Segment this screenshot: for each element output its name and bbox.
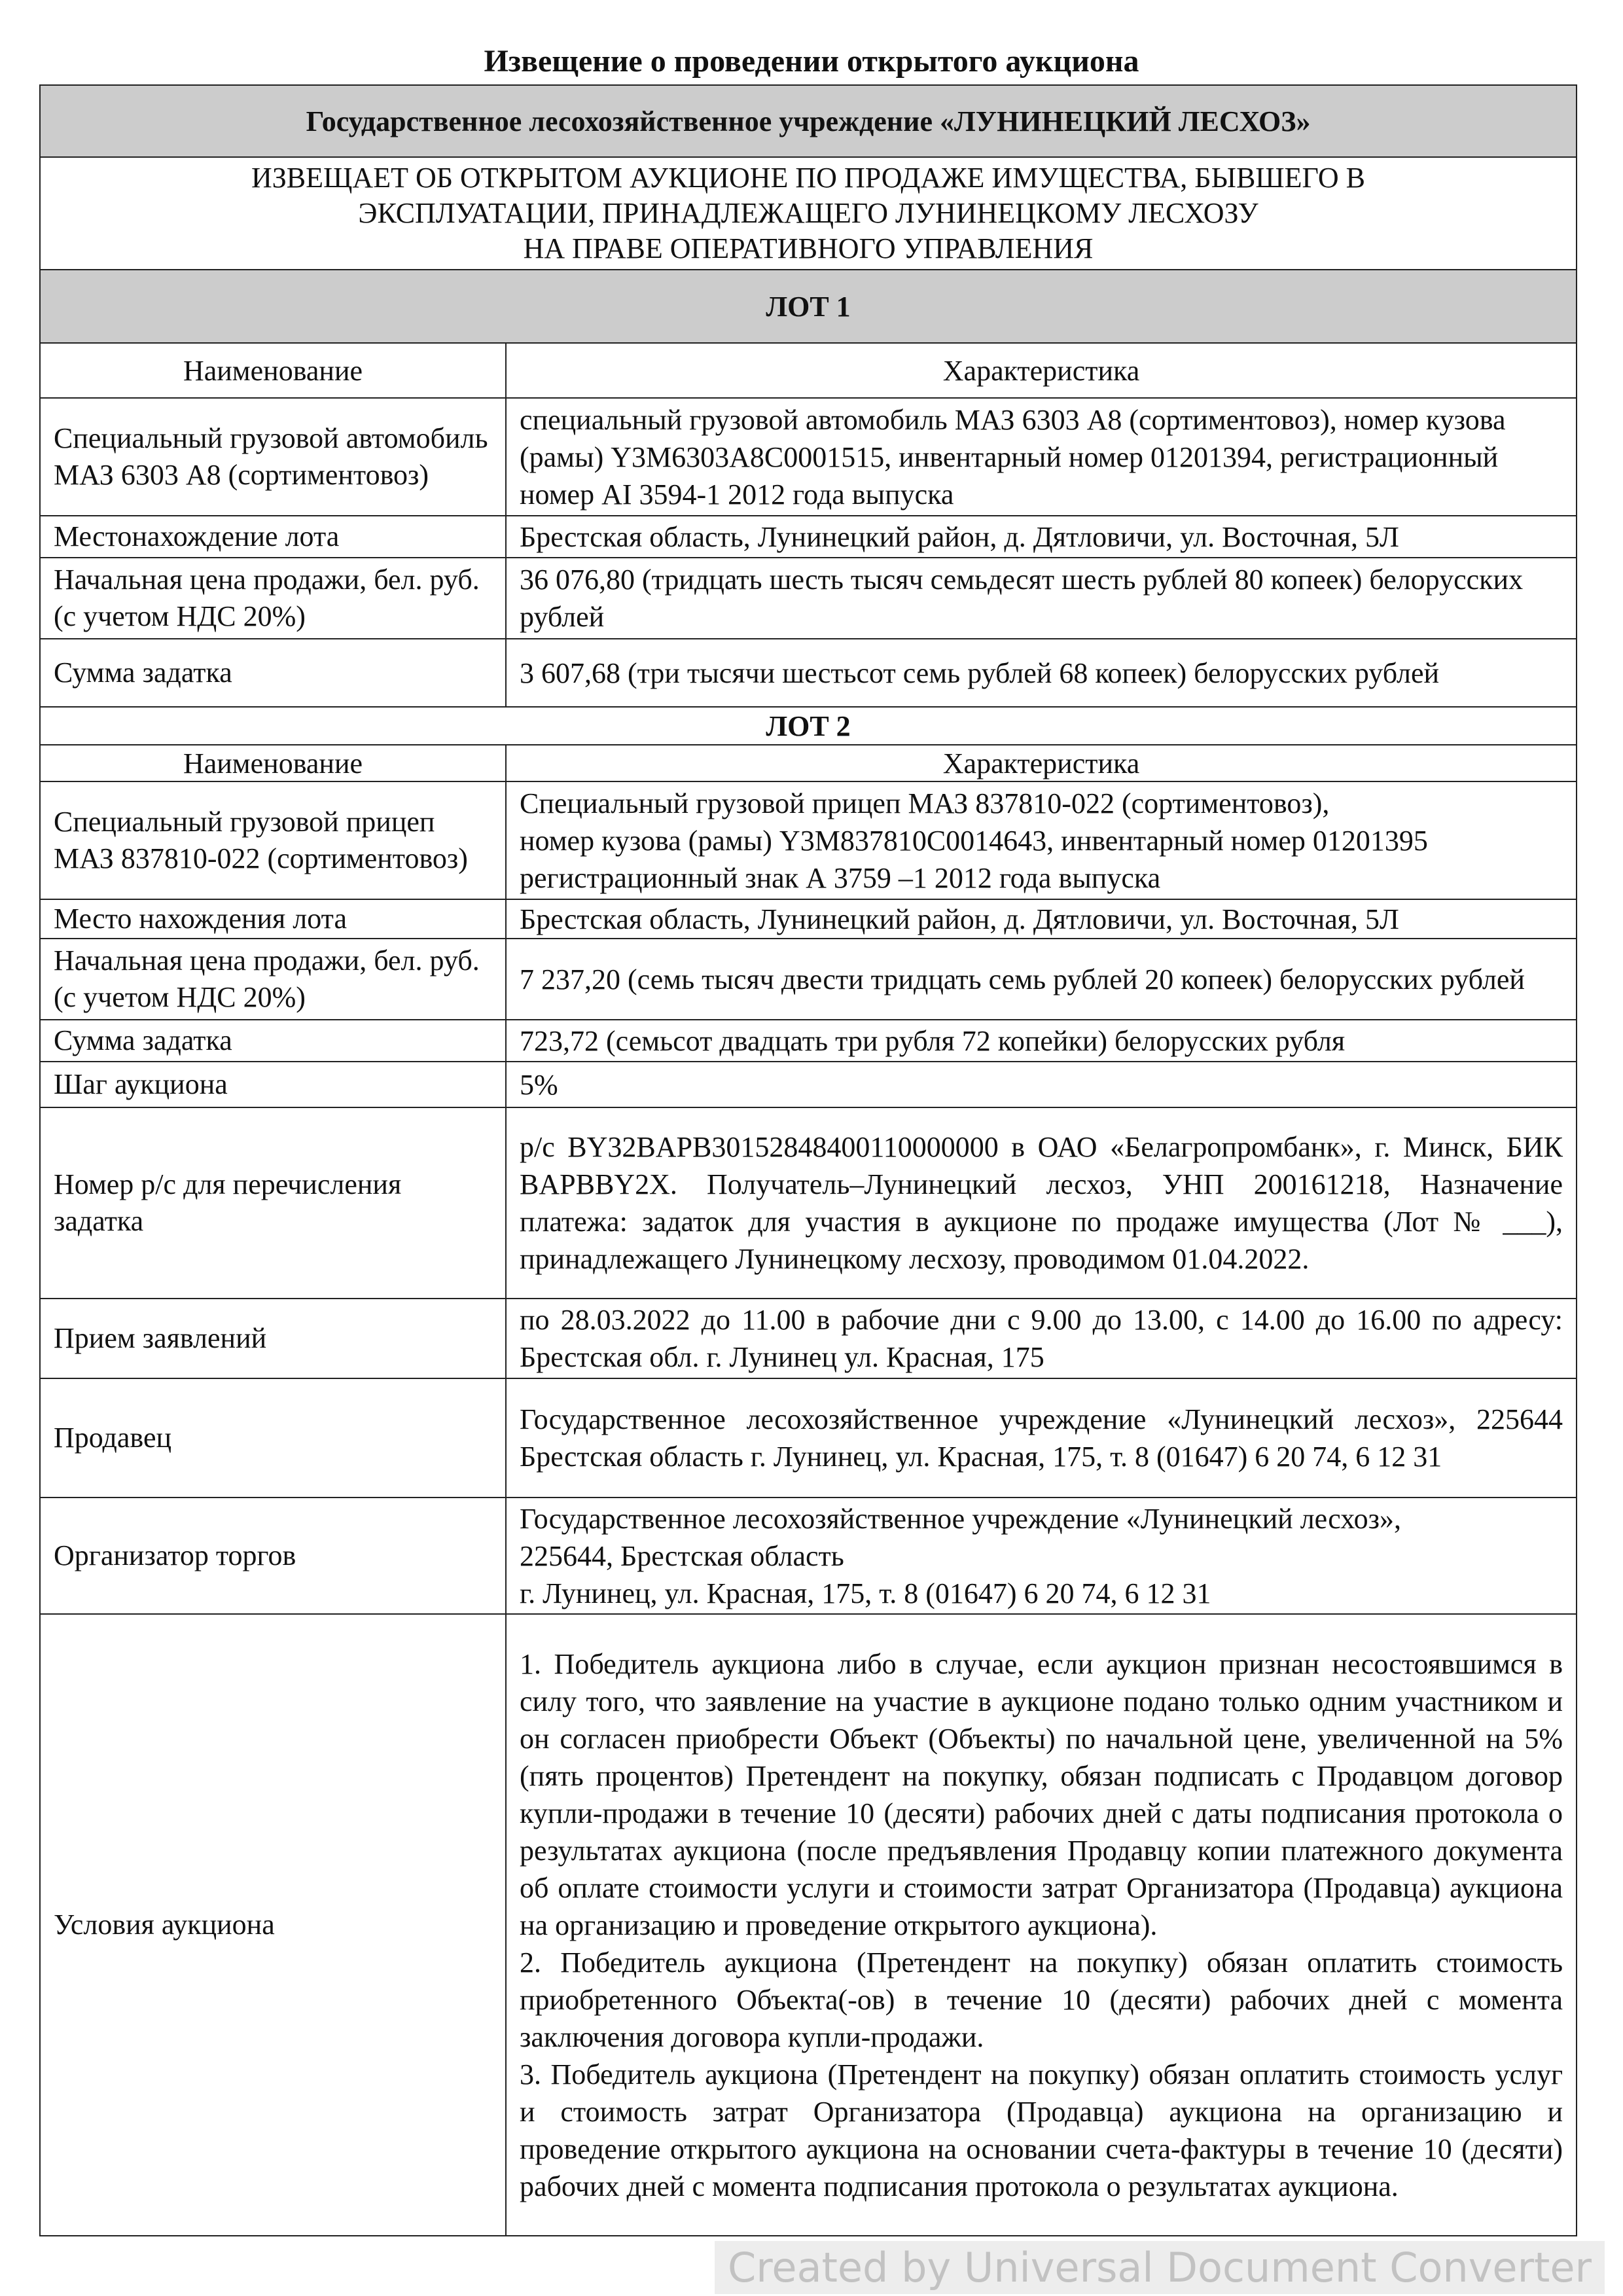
lot1-column-header-row <box>40 343 1577 398</box>
lot1-deposit-label: Сумма задатка <box>40 639 506 707</box>
notice-line: НА ПРАВЕ ОПЕРАТИВНОГО УПРАВЛЕНИЯ <box>523 232 1094 264</box>
organizer-line: Государственное лесохозяйственное учреждение «Лунинецкий лесхоз», <box>520 1502 1401 1535</box>
organizer-value <box>506 1498 1577 1614</box>
column-header-characteristic: Характеристика <box>506 343 1577 398</box>
lot1-title: ЛОТ 1 <box>40 270 1577 343</box>
auction-step-label: Шаг аукциона <box>40 1062 506 1107</box>
account-value: р/с BY32BAPB30152848400110000000 в ОАО «Белагропромбанк», г. Минск, БИК BAPBBY2X. Получатель–Лунинецкий лесхоз, УНП 200161218, Назначение платежа: задаток для участия в аукционе по продаже имущества (Лот № ___), принадлежащего Лунинецкому лесхозу, проводимом 01.04.2022. <box>506 1107 1577 1299</box>
lot1-price-label: Начальная цена продажи, бел. руб. (с учетом НДС 20%) <box>40 558 506 639</box>
lot2-item-description-line: Специальный грузовой прицеп МАЗ 837810-022 (сортиментовоз), <box>520 787 1330 819</box>
notice-text <box>40 157 1577 270</box>
lot1-item-name: Специальный грузовой автомобиль МАЗ 6303 А8 (сортиментовоз) <box>40 398 506 516</box>
condition-item: 1. Победитель аукциона либо в случае, если аукцион признан несостоявшимся в силу того, что заявление на участие в аукционе подано только одним участником и он согласен приобрести Объект (Объекты) по начальной цене, увеличенной на 5% (пять процентов) Претендент на покупку, обязан подписать с Продавцом договор купли-продажи в течение 10 (десяти) рабочих дней с даты подписания протокола о результатах аукциона (после предъявления Продавцу копии платежного документа об оплате стоимости услуги и стоимости затрат Организатора (Продавца) аукциона на организацию и проведение открытого аукциона). <box>520 1647 1563 1941</box>
auction-notice-table <box>39 84 1577 2236</box>
lot1-header-row <box>40 270 1577 343</box>
organization-name: Государственное лесохозяйственное учреждение «ЛУНИНЕЦКИЙ ЛЕСХОЗ» <box>40 85 1577 157</box>
organizer-row <box>40 1498 1577 1614</box>
lot2-price-label: Начальная цена продажи, бел. руб. (с учетом НДС 20%) <box>40 939 506 1020</box>
notice-row <box>40 157 1577 270</box>
account-label: Номер р/с для перечисления задатка <box>40 1107 506 1299</box>
condition-item: 3. Победитель аукциона (Претендент на покупку) обязан оплатить стоимость услуг и стоимость затрат Организатора (Продавца) аукциона на организацию и проведение открытого аукциона на основании счета-фактуры в течение 10 (десяти) рабочих дней с момента подписания протокола о результатах аукциона. <box>520 2058 1563 2202</box>
lot2-item-description-line: номер кузова (рамы) Y3M837810C0014643, инвентарный номер 01201395 <box>520 824 1428 857</box>
auction-step-row <box>40 1062 1577 1107</box>
lot2-deposit-row <box>40 1020 1577 1062</box>
lot2-price-row <box>40 939 1577 1020</box>
lot2-item-description <box>506 781 1577 899</box>
condition-item: 2. Победитель аукциона (Претендент на покупку) обязан оплатить стоимость приобретенного Объекта(-ов) в течение 10 (десяти) рабочих дней с момента заключения договора купли-продажи. <box>520 1946 1563 2053</box>
lot1-item-row <box>40 398 1577 516</box>
lot1-price-row <box>40 558 1577 639</box>
lot1-item-description: специальный грузовой автомобиль МАЗ 6303 А8 (сортиментовоз), номер кузова (рамы) Y3M6303A8C0001515, инвентарный номер 01201394, регистрационный номер АI 3594-1 2012 года выпуска <box>506 398 1577 516</box>
lot2-item-description-line: регистрационный знак А 3759 –1 2012 года выпуска <box>520 861 1161 894</box>
conditions-row <box>40 1614 1577 2236</box>
organizer-line: 225644, Брестская область <box>520 1539 844 1572</box>
lot2-column-header-row <box>40 745 1577 781</box>
lot1-deposit-value: 3 607,68 (три тысячи шестьсот семь рублей 68 копеек) белорусских рублей <box>506 639 1577 707</box>
column-header-name: Наименование <box>40 745 506 781</box>
lot2-location-row <box>40 899 1577 939</box>
seller-row <box>40 1378 1577 1498</box>
auction-step-value: 5% <box>506 1062 1577 1107</box>
notice-line: ЭКСПЛУАТАЦИИ, ПРИНАДЛЕЖАЩЕГО ЛУНИНЕЦКОМУ ЛЕСХОЗУ <box>358 197 1258 229</box>
organization-row <box>40 85 1577 157</box>
lot2-location-value: Брестская область, Лунинецкий район, д. Дятловичи, ул. Восточная, 5Л <box>506 899 1577 939</box>
lot2-item-row <box>40 781 1577 899</box>
page-title: Извещение о проведении открытого аукциона <box>484 44 1139 79</box>
lot2-header-row <box>40 707 1577 745</box>
lot1-location-row <box>40 516 1577 558</box>
applications-label: Прием заявлений <box>40 1299 506 1378</box>
applications-row <box>40 1299 1577 1378</box>
seller-value: Государственное лесохозяйственное учреждение «Лунинецкий лесхоз», 225644 Брестская область г. Лунинец, ул. Красная, 175, т. 8 (01647) 6 20 74, 6 12 31 <box>506 1378 1577 1498</box>
notice-line: ИЗВЕЩАЕТ ОБ ОТКРЫТОМ АУКЦИОНЕ ПО ПРОДАЖЕ ИМУЩЕСТВА, БЫВШЕГО В <box>251 162 1366 194</box>
lot2-deposit-label: Сумма задатка <box>40 1020 506 1062</box>
organizer-label: Организатор торгов <box>40 1498 506 1614</box>
lot2-deposit-value: 723,72 (семьсот двадцать три рубля 72 копейки) белорусских рубля <box>506 1020 1577 1062</box>
lot1-price-value: 36 076,80 (тридцать шесть тысяч семьдесят шесть рублей 80 копеек) белорусских рублей <box>506 558 1577 639</box>
account-row <box>40 1107 1577 1299</box>
lot2-price-value: 7 237,20 (семь тысяч двести тридцать семь рублей 20 копеек) белорусских рублей <box>506 939 1577 1020</box>
lot1-deposit-row <box>40 639 1577 707</box>
organizer-line: г. Лунинец, ул. Красная, 175, т. 8 (01647) 6 20 74, 6 12 31 <box>520 1577 1211 1609</box>
column-header-characteristic: Характеристика <box>506 745 1577 781</box>
lot2-item-name: Специальный грузовой прицеп МАЗ 837810-022 (сортиментовоз) <box>40 781 506 899</box>
seller-label: Продавец <box>40 1378 506 1498</box>
watermark: Created by Universal Document Converter <box>715 2241 1605 2294</box>
conditions-value <box>506 1614 1577 2236</box>
lot2-location-label: Место нахождения лота <box>40 899 506 939</box>
conditions-label: Условия аукциона <box>40 1614 506 2236</box>
lot1-location-label: Местонахождение лота <box>40 516 506 558</box>
lot1-location-value: Брестская область, Лунинецкий район, д. Дятловичи, ул. Восточная, 5Л <box>506 516 1577 558</box>
applications-value: по 28.03.2022 до 11.00 в рабочие дни с 9.00 до 13.00, с 14.00 до 16.00 по адресу: Брестская обл. г. Лунинец ул. Красная, 175 <box>506 1299 1577 1378</box>
lot2-title: ЛОТ 2 <box>40 707 1577 745</box>
column-header-name: Наименование <box>40 343 506 398</box>
